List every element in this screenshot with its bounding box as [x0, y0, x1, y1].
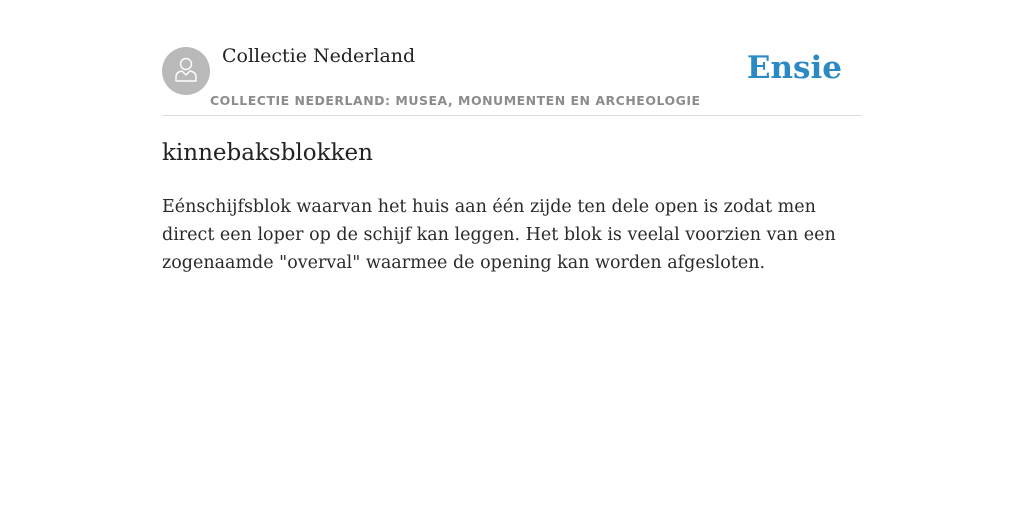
entry-header: [162, 0, 862, 116]
brand-logo[interactable]: Ensie: [746, 50, 842, 86]
avatar[interactable]: [162, 47, 210, 95]
entry-term: kinnebaksblokken: [162, 140, 373, 166]
entry-card: [162, 0, 862, 273]
source-label[interactable]: COLLECTIE NEDERLAND: MUSEA, MONUMENTEN EN ARCHEOLOGIE: [210, 93, 701, 108]
entry-definition: Eénschijfsblok waarvan het huis aan één zijde ten dele open is zodat men direct een loper op de schijf kan leggen. Het blok is veelal voorzien van een zogenaamde "overval" waarmee de opening kan worden afgesloten.: [162, 197, 836, 273]
user-icon: [171, 54, 201, 89]
author-name[interactable]: Collectie Nederland: [222, 45, 416, 67]
